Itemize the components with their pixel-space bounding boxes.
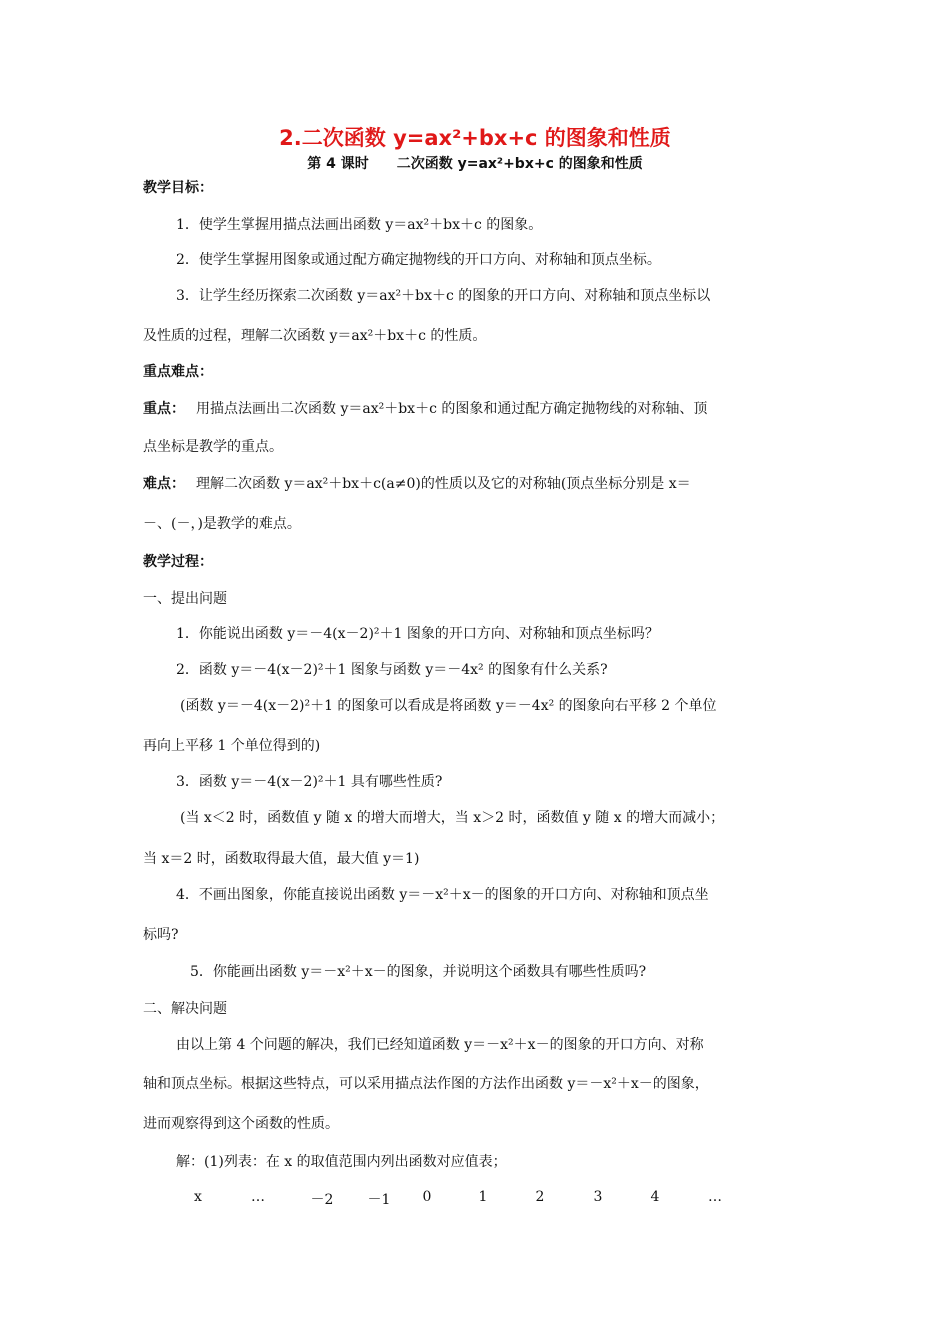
solution-paragraph: 由以上第 4 个问题的解决，我们已经知道函数 y＝－x²＋x－的图象的开口方向、对称 [176,1037,704,1053]
section-2-title: 二、解决问题 [143,1001,227,1017]
table-cell: 0 [422,1189,432,1205]
table-cell: … [708,1189,722,1205]
question-4: 4．不画出图象，你能直接说出函数 y＝－x²＋x－的图象的开口方向、对称轴和顶点坐 [176,887,709,903]
key-point-text-cont: 点坐标是教学的重点。 [143,439,283,455]
table-cell: 4 [650,1189,660,1205]
objective-3-cont: 及性质的过程，理解二次函数 y＝ax²＋bx＋c 的性质。 [143,328,487,344]
question-2: 2．函数 y＝－4(x－2)²＋1 图象与函数 y＝－4x² 的图象有什么关系? [176,662,608,678]
objective-1: 1．使学生掌握用描点法画出函数 y＝ax²＋bx＋c 的图象。 [176,217,543,233]
answer-2: (函数 y＝－4(x－2)²＋1 的图象可以看成是将函数 y＝－4x² 的图象向右平移 2 个单位 [180,698,717,714]
table-cell-x: x [194,1189,202,1205]
table-cell: －1 [367,1192,391,1208]
heading-objectives: 教学目标： [143,180,213,196]
value-table-row [0,1189,950,1211]
difficulty-text: 理解二次函数 y＝ax²＋bx＋c(a≠0)的性质以及它的对称轴(顶点坐标分别是 x＝ [196,476,691,492]
answer-3-cont: 当 x＝2 时，函数取得最大值，最大值 y＝1) [143,851,420,867]
question-3: 3．函数 y＝－4(x－2)²＋1 具有哪些性质? [176,774,443,790]
solution-paragraph-cont-1: 轴和顶点坐标。根据这些特点，可以采用描点法作图的方法作出函数 y＝－x²＋x－的图象， [143,1076,709,1092]
difficulty-text-cont: －、(－，)是教学的难点。 [143,516,301,532]
page-subtitle: 第 4 课时 二次函数 y=ax²+bx+c 的图象和性质 [307,156,643,172]
question-5: 5．你能画出函数 y＝－x²＋x－的图象，并说明这个函数具有哪些性质吗? [190,964,647,980]
solution-paragraph-cont-2: 进而观察得到这个函数的性质。 [143,1116,339,1132]
answer-2-cont: 再向上平移 1 个单位得到的) [143,738,321,754]
label-key-point: 重点： [143,401,185,417]
table-cell: 2 [535,1189,545,1205]
question-4-cont: 标吗? [143,927,179,943]
table-cell: －2 [310,1192,334,1208]
page-title: 2.二次函数 y=ax²+bx+c 的图象和性质 [279,126,671,150]
question-1: 1．你能说出函数 y＝－4(x－2)²＋1 图象的开口方向、对称轴和顶点坐标吗？ [176,626,659,642]
answer-3: (当 x＜2 时，函数值 y 随 x 的增大而增大，当 x＞2 时，函数值 y 随 x 的增大而减小； [180,810,725,826]
label-difficulty: 难点： [143,476,185,492]
table-cell: 1 [478,1189,488,1205]
objective-3: 3．让学生经历探索二次函数 y＝ax²＋bx＋c 的图象的开口方向、对称轴和顶点坐标以 [176,288,711,304]
objective-2: 2．使学生掌握用图象或通过配方确定抛物线的开口方向、对称轴和顶点坐标。 [176,252,661,268]
heading-process: 教学过程： [143,554,213,570]
table-cell: 3 [593,1189,603,1205]
table-cell: … [251,1189,265,1205]
solution-step-1: 解：(1)列表：在 x 的取值范围内列出函数对应值表； [176,1154,507,1170]
heading-key-points: 重点难点： [143,364,213,380]
section-1-title: 一、提出问题 [143,591,227,607]
key-point-text: 用描点法画出二次函数 y＝ax²＋bx＋c 的图象和通过配方确定抛物线的对称轴、顶 [196,401,708,417]
